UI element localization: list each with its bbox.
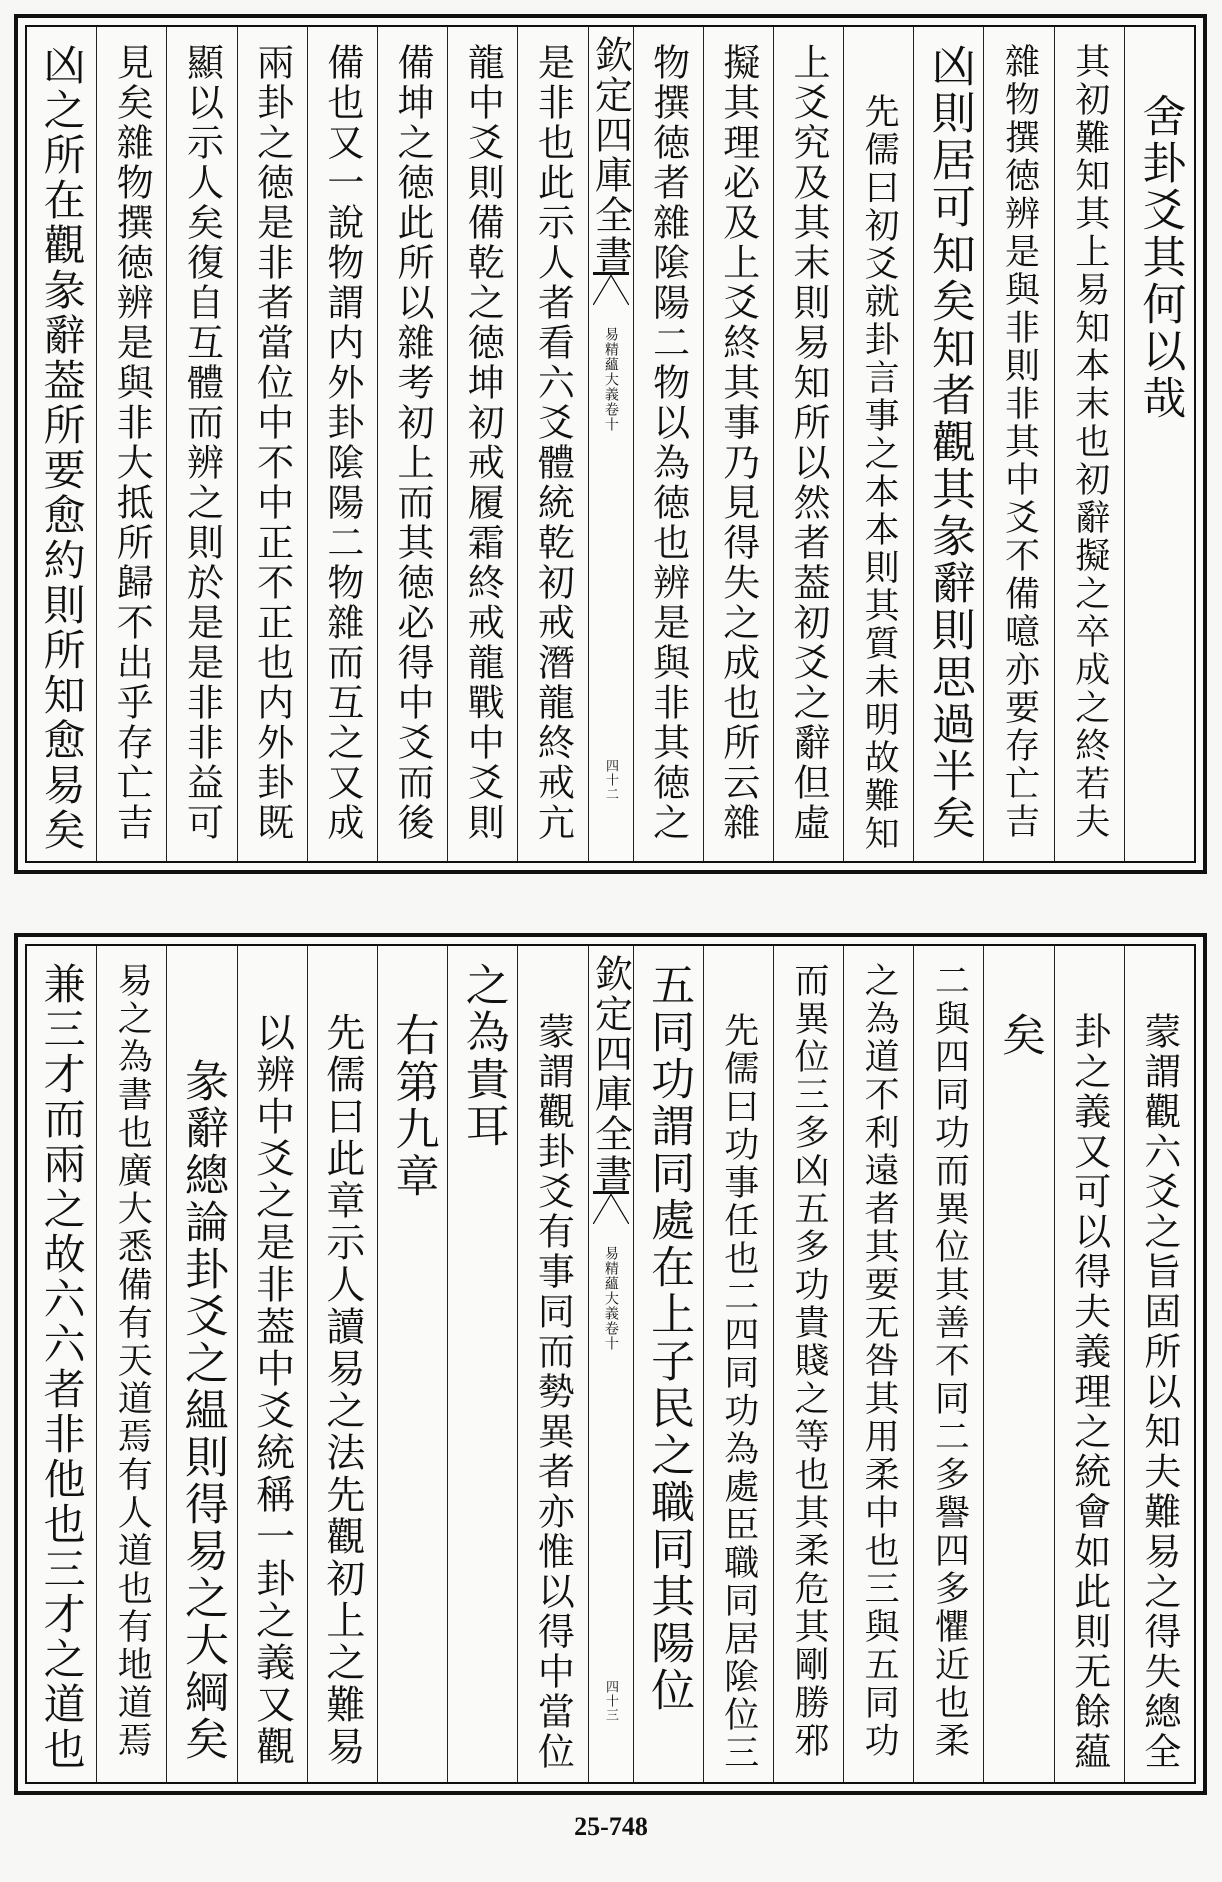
column-text: 雜物撰徳辨是與非則非其中爻不備噫亦要存亡吉 — [999, 43, 1040, 841]
column-text: 蒙謂觀六爻之旨固所以知夫難易之得失總全 — [1137, 1012, 1181, 1772]
column-text: 兩卦之徳是非者當位中不中正不正也内外卦既 — [250, 43, 294, 843]
text-column — [633, 27, 703, 861]
text-column — [307, 27, 377, 861]
banxin-title: 欽定四庫全書 — [588, 35, 633, 275]
text-column — [377, 27, 447, 861]
column-text: 而異位三多凶五多功貴賤之等也其柔危其剛勝邪 — [788, 962, 829, 1760]
column-text: 彖辭總論卦爻之緼則得易之大綱矣 — [176, 1058, 228, 1763]
text-column — [1054, 946, 1124, 1782]
fish-tail-mark — [593, 272, 629, 315]
text-column — [983, 946, 1053, 1782]
text-column — [843, 946, 913, 1782]
column-text: 凶則居可知矣知者觀其彖辭則思過半矣 — [923, 43, 975, 842]
banxin-book-title — [602, 1246, 619, 1351]
bottom-text-columns — [27, 946, 1194, 1782]
column-text: 先儒曰功事任也二四同功為處臣職同居隂位三 — [718, 1012, 759, 1772]
column-text: 上爻究及其末則易知所以然者葢初爻之辭但虛 — [786, 43, 830, 843]
text-column — [447, 27, 517, 861]
column-text: 矣 — [994, 1012, 1046, 1059]
top-page-inner-border — [25, 25, 1196, 863]
column-text: 是非也此示人者看六爻體統乾初戒潛龍終戒亢 — [531, 43, 575, 843]
text-column — [166, 27, 236, 861]
banxin-title: 欽定四庫全書 — [588, 954, 633, 1194]
text-column — [27, 27, 96, 861]
text-column — [307, 946, 377, 1782]
column-text: 先儒曰初爻就卦言事之本本則其質未明故難知 — [859, 93, 900, 853]
column-text: 見矣雜物撰徳辨是與非大抵所歸不出乎存亡吉 — [110, 43, 154, 843]
text-column — [913, 946, 983, 1782]
banxin-leaf-number: 四十二 — [603, 759, 618, 801]
text-column — [703, 946, 773, 1782]
fish-tail-mark — [593, 1191, 629, 1234]
banxin-volume: 卷十 — [602, 402, 619, 432]
text-column — [913, 27, 983, 861]
bottom-page-frame — [14, 933, 1207, 1795]
column-text: 物撰徳者雜隂陽二物以為徳也辨是與非其徳之 — [646, 43, 690, 843]
center-fold-banxin — [588, 27, 633, 861]
center-fold-banxin — [588, 946, 633, 1782]
text-column — [237, 946, 307, 1782]
column-text: 舍卦爻其何以哉 — [1134, 93, 1186, 422]
text-column — [843, 27, 913, 861]
column-text: 凶之所在觀彖辭葢所要愈約則所知愈易矣 — [37, 43, 87, 853]
column-text: 蒙謂觀卦爻有事同而勢異者亦惟以得中當位 — [531, 1012, 575, 1772]
text-column — [96, 946, 166, 1782]
text-column — [773, 946, 843, 1782]
text-column — [633, 946, 703, 1782]
text-column — [773, 27, 843, 861]
column-text: 備也又一說物謂内外卦隂陽二物雜而互之又成 — [320, 43, 364, 843]
banxin-leaf-number: 四十三 — [603, 1680, 618, 1722]
column-text: 之為貴耳 — [457, 962, 509, 1150]
text-column — [1124, 946, 1194, 1782]
text-column — [983, 27, 1053, 861]
text-column — [1054, 27, 1124, 861]
banxin-volume: 卷十 — [602, 1321, 619, 1351]
column-text: 備坤之徳此所以雜考初上而其徳必得中爻而後 — [391, 43, 435, 843]
banxin-book-title — [602, 327, 619, 432]
text-column — [27, 946, 96, 1782]
column-text: 先儒曰此章示人讀易之法先觀初上之難易 — [319, 1012, 365, 1768]
banxin-book-name: 易精蘊大義 — [602, 327, 619, 402]
column-text: 顯以示人矣復自互體而辨之則於是是非非益可 — [180, 43, 224, 843]
column-text: 兼三才而兩之故六六者非他也三才之道也 — [37, 962, 87, 1772]
text-column — [166, 946, 236, 1782]
column-text: 卦之義又可以得夫義理之統會如此則无餘藴 — [1067, 1012, 1111, 1772]
text-column — [1124, 27, 1194, 861]
text-column — [237, 27, 307, 861]
column-text: 五同功謂同處在上子民之職同其陽位 — [643, 962, 695, 1714]
top-page-frame — [14, 14, 1207, 874]
bottom-page-inner-border — [25, 944, 1196, 1784]
text-column — [517, 946, 587, 1782]
page-number: 25-748 — [574, 1812, 648, 1841]
column-text: 右第九章 — [387, 1012, 439, 1200]
column-text: 二與四同功而異位其善不同二多譽四多懼近也柔 — [929, 962, 970, 1760]
text-column — [447, 946, 517, 1782]
column-text: 之為道不利遠者其要无咎其用柔中也三與五同功 — [859, 962, 900, 1760]
top-text-columns — [27, 27, 1194, 861]
column-text: 易之為書也廣大悉備有天道焉有人道也有地道焉 — [112, 962, 153, 1760]
column-text: 龍中爻則備乾之徳坤初戒履霜終戒龍戰中爻則 — [461, 43, 505, 843]
column-text: 其初難知其上易知本末也初辭擬之卒成之終若夫 — [1069, 43, 1110, 841]
text-column — [517, 27, 587, 861]
text-column — [377, 946, 447, 1782]
text-column — [96, 27, 166, 861]
text-column — [703, 27, 773, 861]
column-text: 擬其理必及上爻終其事乃見得失之成也所云雜 — [716, 43, 760, 843]
banxin-book-name: 易精蘊大義 — [602, 1246, 619, 1321]
column-text: 以辨中爻之是非葢中爻統稱一卦之義又觀 — [249, 1012, 295, 1768]
